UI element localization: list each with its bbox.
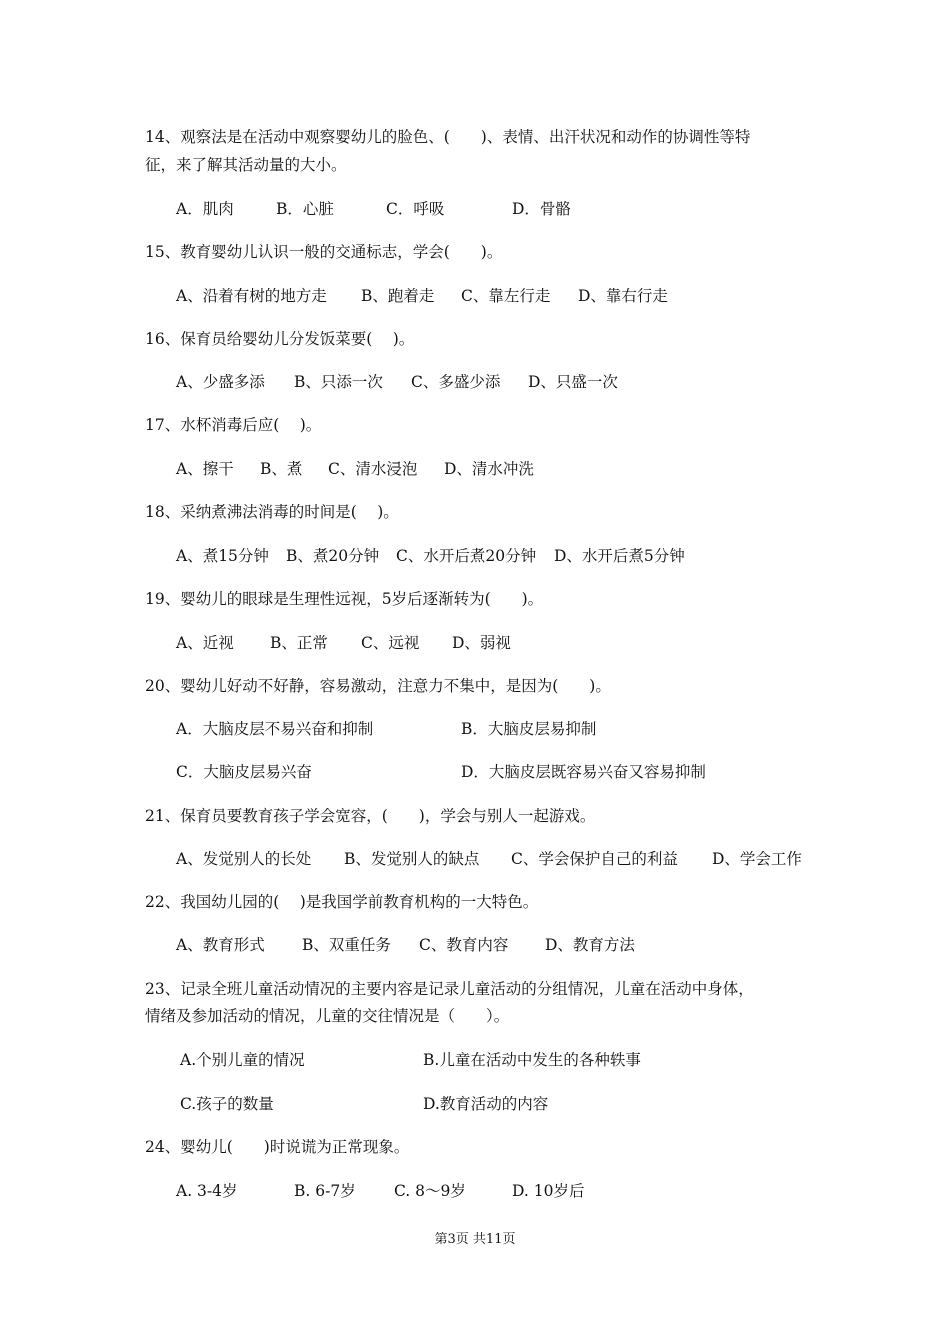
question-24-option-d: D. 10岁后 — [512, 1182, 585, 1200]
question-22-option-d: D、教育方法 — [545, 936, 635, 954]
question-24-option-a: A. 3-4岁 — [176, 1182, 238, 1200]
question-21-option-a: A、发觉别人的长处 — [176, 850, 312, 868]
question-23-option-a: A.个别儿童的情况 — [180, 1051, 305, 1069]
question-23-stem-line-2: 情绪及参加活动的情况，儿童的交往情况是（ ）。 — [145, 1007, 510, 1025]
question-18-stem: 18、采纳煮沸法消毒的时间是( )。 — [145, 503, 399, 521]
question-24-option-c: C. 8～9岁 — [394, 1182, 466, 1200]
question-16-option-a: A、少盛多添 — [176, 373, 265, 391]
question-17-stem: 17、水杯消毒后应( )。 — [145, 416, 322, 434]
question-20-option-d: D．大脑皮层既容易兴奋又容易抑制 — [461, 763, 706, 781]
question-22-stem: 22、我国幼儿园的( )是我国学前教育机构的一大特色。 — [145, 893, 539, 911]
question-16-option-b: B、只添一次 — [294, 373, 383, 391]
question-14-option-c: C．呼吸 — [386, 200, 445, 218]
question-14-stem-line-1: 14、观察法是在活动中观察婴幼儿的脸色、( )、表情、出汗状况和动作的协调性等特 — [145, 128, 751, 146]
question-19-option-a: A、近视 — [176, 634, 234, 652]
question-21-option-c: C、学会保护自己的利益 — [511, 850, 678, 868]
question-14-stem-line-2: 征，来了解其活动量的大小。 — [145, 156, 347, 174]
question-20-option-b: B．大脑皮层易抑制 — [461, 720, 597, 738]
question-24-stem: 24、婴幼儿( )时说谎为正常现象。 — [145, 1138, 410, 1156]
question-18-option-d: D、水开后煮5分钟 — [554, 547, 685, 565]
question-14-option-d: D．骨骼 — [512, 200, 571, 218]
question-15-option-c: C、靠左行走 — [461, 287, 551, 305]
question-18-option-c: C、水开后煮20分钟 — [396, 547, 537, 565]
question-15-option-b: B、跑着走 — [361, 287, 435, 305]
question-20-stem: 20、婴幼儿好动不好静，容易激动，注意力不集中，是因为( )。 — [145, 677, 611, 695]
question-23-option-b: B.儿童在活动中发生的各种轶事 — [423, 1051, 641, 1069]
question-17-option-b: B、煮 — [260, 460, 303, 478]
question-18-option-b: B、煮20分钟 — [286, 547, 380, 565]
question-19-option-d: D、弱视 — [452, 634, 511, 652]
question-20-option-c: C．大脑皮层易兴奋 — [176, 763, 312, 781]
question-16-stem: 16、保育员给婴幼儿分发饭菜要( )。 — [145, 330, 415, 348]
question-14-option-b: B．心脏 — [276, 200, 334, 218]
question-18-option-a: A、煮15分钟 — [176, 547, 269, 565]
question-23-option-c: C.孩子的数量 — [180, 1095, 274, 1113]
question-17-option-a: A、擦干 — [176, 460, 234, 478]
question-24-option-b: B. 6-7岁 — [294, 1182, 356, 1200]
question-16-option-c: C、多盛少添 — [411, 373, 501, 391]
question-22-option-a: A、教育形式 — [176, 936, 265, 954]
question-15-option-d: D、靠右行走 — [578, 287, 668, 305]
question-17-option-d: D、清水冲洗 — [444, 460, 534, 478]
page-footer: 第3页 共11页 — [434, 1232, 516, 1247]
question-21-option-d: D、学会工作 — [712, 850, 802, 868]
question-15-stem: 15、教育婴幼儿认识一般的交通标志，学会( )。 — [145, 243, 503, 261]
question-17-option-c: C、清水浸泡 — [328, 460, 418, 478]
question-22-option-c: C、教育内容 — [419, 936, 509, 954]
question-23-stem-line-1: 23、记录全班儿童活动情况的主要内容是记录儿童活动的分组情况，儿童在活动中身体， — [145, 980, 754, 998]
question-20-option-a: A．大脑皮层不易兴奋和抑制 — [176, 720, 374, 738]
question-19-stem: 19、婴幼儿的眼球是生理性远视，5岁后逐渐转为( )。 — [145, 590, 544, 608]
question-22-option-b: B、双重任务 — [302, 936, 391, 954]
question-19-option-c: C、远视 — [361, 634, 420, 652]
question-16-option-d: D、只盛一次 — [528, 373, 618, 391]
question-19-option-b: B、正常 — [270, 634, 328, 652]
question-23-option-d: D.教育活动的内容 — [423, 1095, 549, 1113]
question-21-option-b: B、发觉别人的缺点 — [344, 850, 480, 868]
question-15-option-a: A、沿着有树的地方走 — [176, 287, 327, 305]
question-14-option-a: A．肌肉 — [176, 200, 234, 218]
question-21-stem: 21、保育员要教育孩子学会宽容，( )，学会与别人一起游戏。 — [145, 807, 596, 825]
